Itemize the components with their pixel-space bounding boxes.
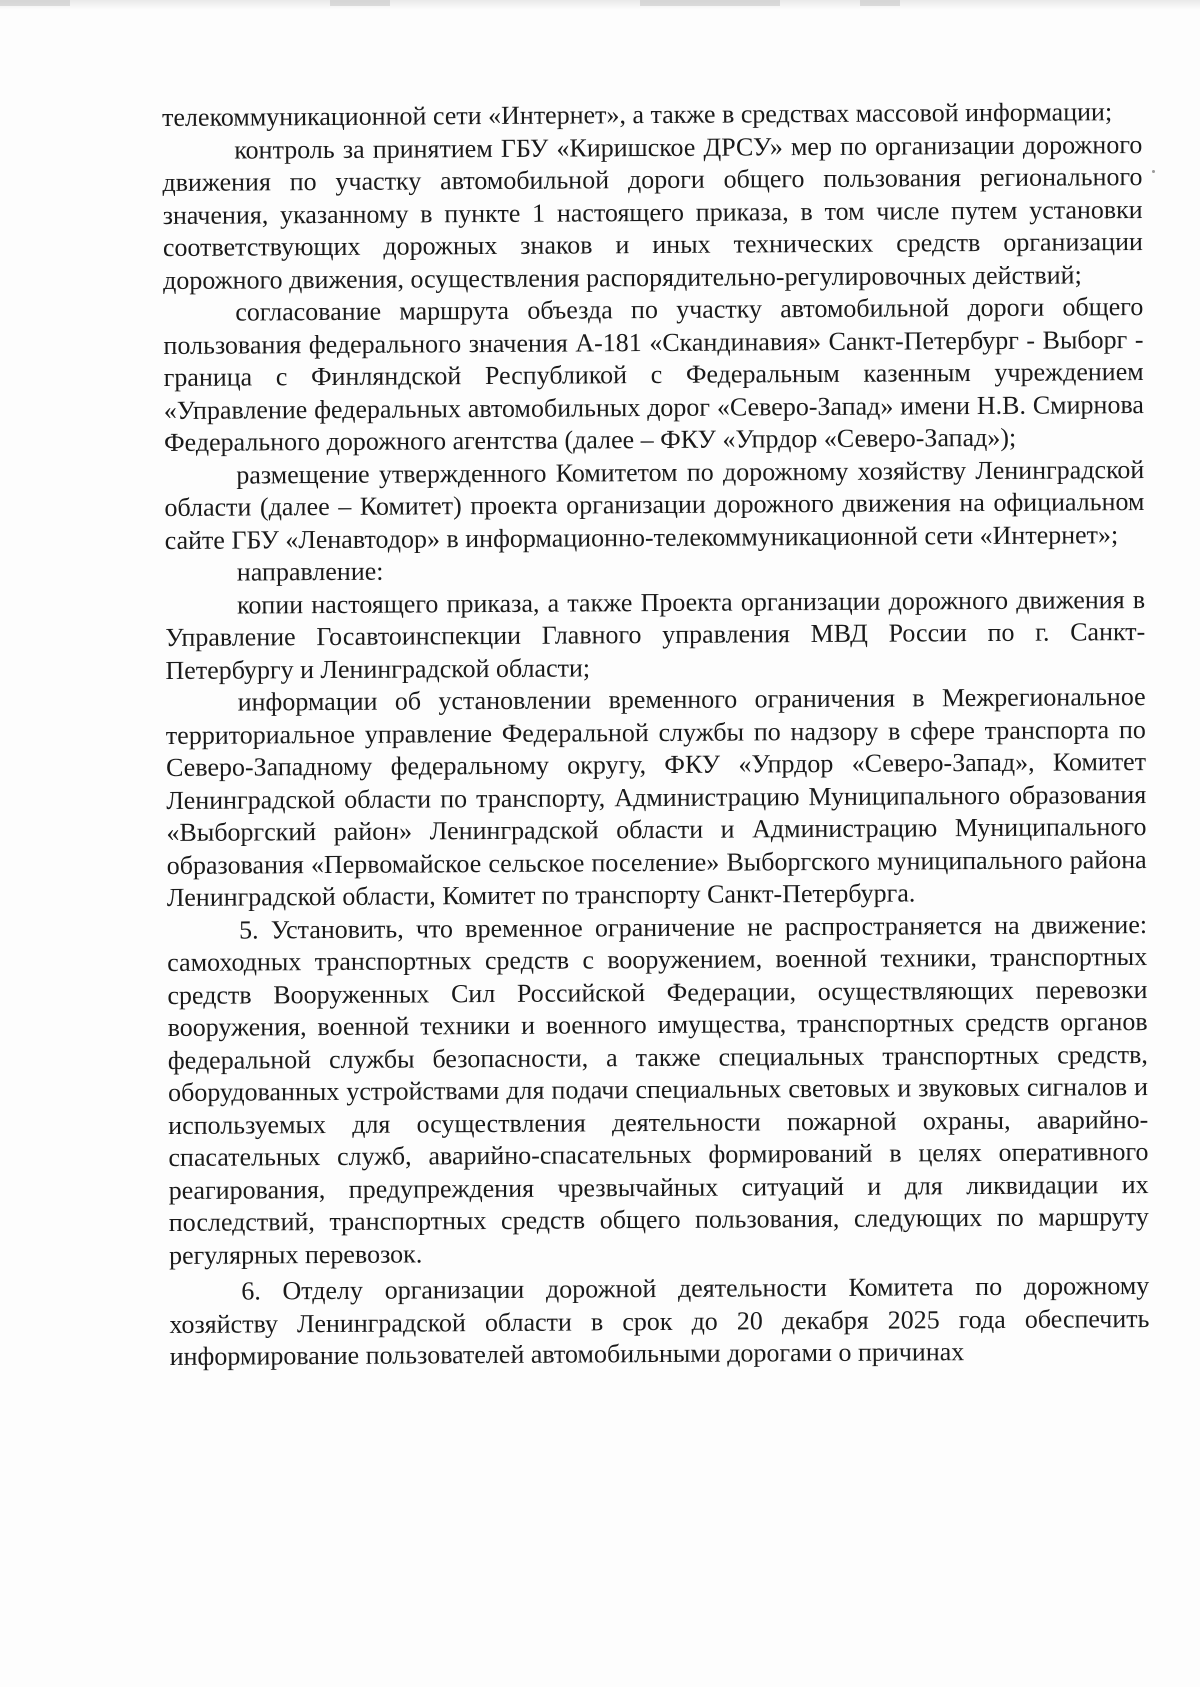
paragraph: телекоммуникационной сети «Интернет», а также в средствах массовой информации; bbox=[162, 97, 1113, 132]
paragraph: копии настоящего приказа, а также Проекта организации дорожного движения в Управление Госавтоинспекции Главного управления МВД России по г. Санкт-Петербургу и Ленинградской области; bbox=[165, 584, 1146, 685]
scan-artifact bbox=[640, 0, 780, 6]
scan-artifact bbox=[860, 0, 900, 6]
scan-speck bbox=[1152, 170, 1155, 173]
paragraph: направление: bbox=[236, 556, 384, 587]
paragraph: размещение утвержденного Комитетом по дорожному хозяйству Ленинградской области (далее – Комитет) проекта организации дорожного движения на официальном сайте ГБУ «Ленавтодор» в информационно-телекоммуникационной сети «Интернет»; bbox=[164, 454, 1145, 555]
paragraph: контроль за принятием ГБУ «Киришское ДРСУ» мер по организации дорожного движения по участку автомобильной дороги общего пользования регионального значения, указанному в пункте 1 настоящего приказа, в том числе путем установки соответствующих дорожных знаков и иных технических средств организации дорожного движения, осуществления распорядительно-регулировочных действий; bbox=[162, 129, 1143, 295]
paragraph: 5. Установить, что временное ограничение не распространяется на движение: самоходных транспортных средств с вооружением, военной техники, транспортных средств Вооруженных Сил Российской Федерации, осуществляющих перевозки вооружения, военной техники и военного имущества, транспортных средств органов федеральной службы безопасности, а также специальных транспортных средств, оборудованных устройствами для подачи специальных световых и звуковых сигналов и используемых для осуществления деятельности пожарной охраны, аварийно-спасательных служб, аварийно-спасательных формирований в целях оперативного реагирования, предупреждения чрезвычайных ситуаций и для ликвидации их последствий, транспортных средств общего пользования, следующих по маршруту регулярных перевозок. bbox=[167, 909, 1149, 1270]
scan-artifact bbox=[0, 0, 70, 6]
scan-top-edge bbox=[0, 0, 1200, 10]
document-body bbox=[162, 96, 1150, 1373]
paragraph: информации об установлении временного ограничения в Межрегиональное территориальное управление Федеральной службы по надзору в сфере транспорта по Северо-Западному федеральному округу, ФКУ «Упрдор «Северо-Запад», Комитет Ленинградской области по транспорту, Администрацию Муниципального образования «Выборгский район» Ленинградской области и Администрацию Муниципального образования «Первомайское сельское поселение» Выборгского муниципального района Ленинградской области, Комитет по транспорту Санкт-Петербурга. bbox=[165, 682, 1147, 912]
paragraph: 6. Отделу организации дорожной деятельности Комитета по дорожному хозяйству Ленинградской области в срок до 20 декабря 2025 года обеспечить информирование пользователей автомобильными дорогами о причинах bbox=[169, 1270, 1150, 1371]
scan-artifact bbox=[330, 0, 390, 6]
paragraph: согласование маршрута объезда по участку автомобильной дороги общего пользования федерального значения А-181 «Скандинавия» Санкт-Петербург - Выборг - граница с Финляндской Республикой с Федеральным казенным учреждением «Управление федеральных автомобильных дорог «Северо-Запад» имени Н.В. Смирнова Федерального дорожного агентства (далее – ФКУ «Упрдор «Северо-Запад»); bbox=[163, 292, 1144, 457]
